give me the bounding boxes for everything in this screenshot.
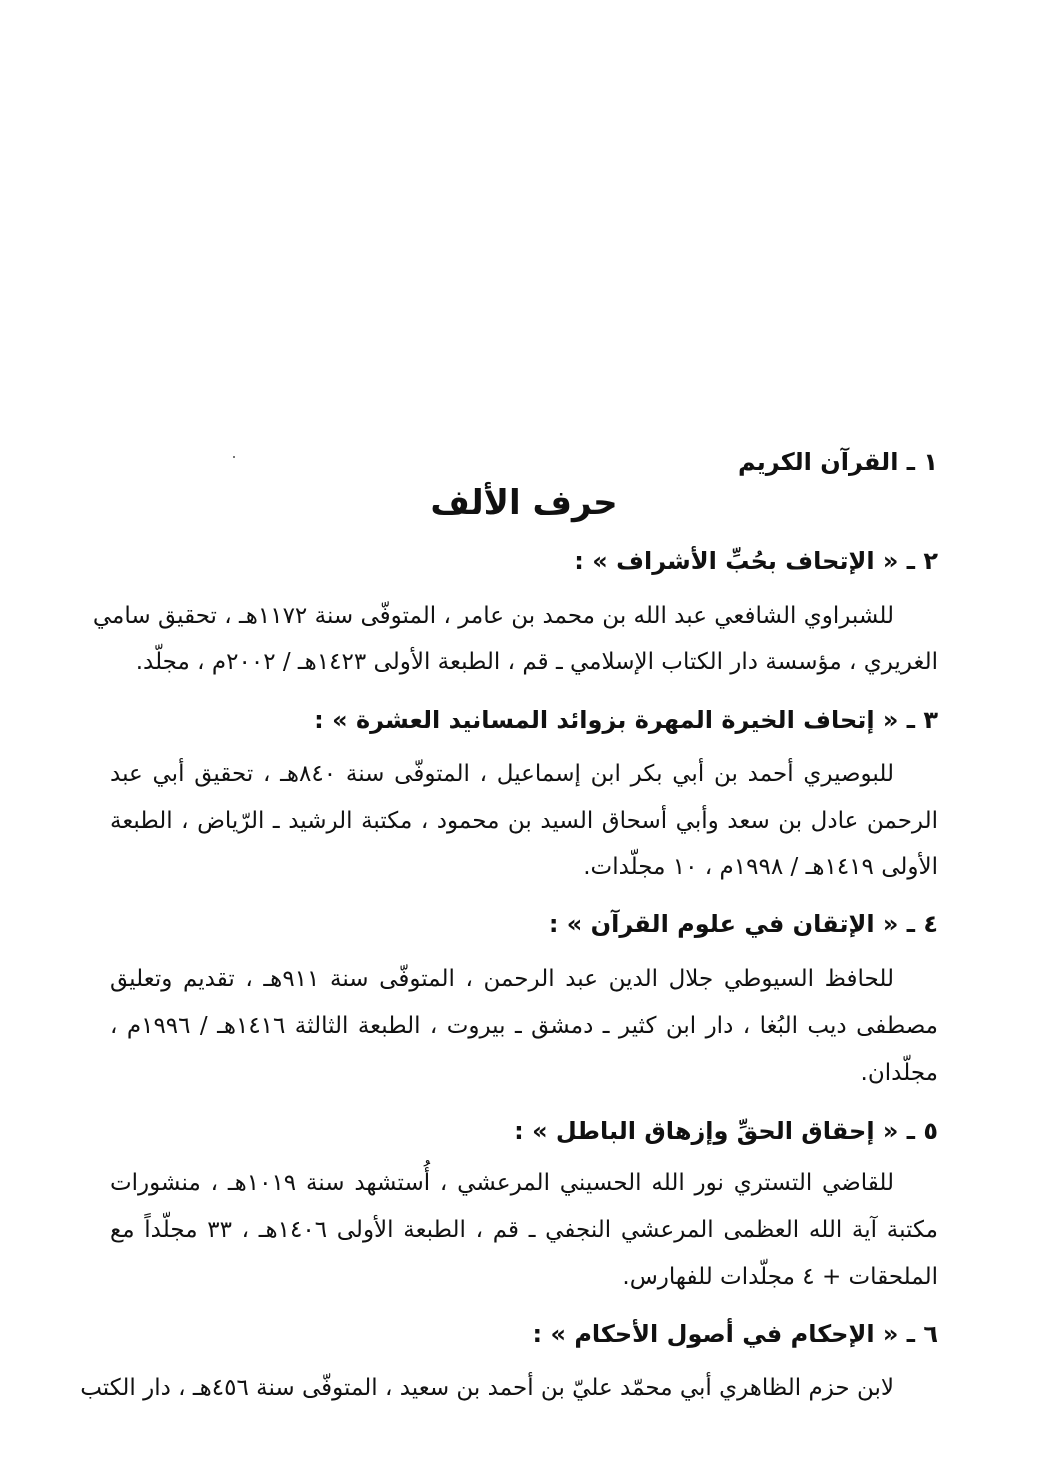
entry-6-line-1: لابن حزم الظاهري أبي محمّد عليّ بن أحمد بن سعيد ، المتوفّى سنة ٤٥٦هـ ، دار الكتب xyxy=(80,1375,894,1401)
entry-3-line-3: الأولى ١٤١٩هـ / ١٩٩٨م ، ١٠ مجلّدات. xyxy=(583,854,938,880)
entry-4-line-3: مجلّدان. xyxy=(860,1060,938,1086)
entry-3-line-2: الرحمن عادل بن سعد وأبي أسحاق السيد بن محمود ، مكتبة الرشيد ـ الرّياض ، الطبعة xyxy=(110,808,938,834)
entry-2-line-1: للشبراوي الشافعي عبد الله بن محمد بن عامر ، المتوفّى سنة ١١٧٢هـ ، تحقيق سامي xyxy=(92,603,894,629)
entry-5-line-3: الملحقات + ٤ مجلّدات للفهارس. xyxy=(622,1264,938,1290)
entry-2-heading: ٢ ـ « الإتحاف بحُبِّ الأشراف » : xyxy=(574,547,938,575)
section-title: حرف الألف xyxy=(430,483,618,523)
entry-4-line-2: مصطفى ديب البُغا ، دار ابن كثير ـ دمشق ـ بيروت ، الطبعة الثالثة ١٤١٦هـ / ١٩٩٦م ، xyxy=(110,1013,939,1039)
entry-6-heading: ٦ ـ « الإحكام في أصول الأحكام » : xyxy=(532,1320,938,1348)
bibliography-page xyxy=(80,0,939,1458)
entry-2-line-2: الغريري ، مؤسسة دار الكتاب الإسلامي ـ قم ، الطبعة الأولى ١٤٢٣هـ / ٢٠٠٢م ، مجلّد. xyxy=(135,649,938,675)
entry-1-heading: ١ ـ القرآن الكريم xyxy=(737,448,938,476)
entry-3-heading: ٣ ـ « إتحاف الخيرة المهرة بزوائد المسانيد العشرة » : xyxy=(314,706,938,734)
entry-4-line-1: للحافظ السيوطي جلال الدين عبد الرحمن ، المتوفّى سنة ٩١١هـ ، تقديم وتعليق xyxy=(110,966,894,992)
entry-5-line-2: مكتبة آية الله العظمى المرعشي النجفي ـ قم ، الطبعة الأولى ١٤٠٦هـ ، ٣٣ مجلّداً مع xyxy=(110,1217,938,1243)
entry-4-heading: ٤ ـ « الإتقان في علوم القرآن » : xyxy=(548,910,938,938)
entry-5-line-1: للقاضي التستري نور الله الحسيني المرعشي ، أُستشهد سنة ١٠١٩هـ ، منشورات xyxy=(110,1170,895,1196)
entry-5-heading: ٥ ـ « إحقاق الحقِّ وإزهاق الباطل » : xyxy=(514,1117,938,1145)
entry-3-line-1: للبوصيري أحمد بن أبي بكر ابن إسماعيل ، المتوفّى سنة ٨٤٠هـ ، تحقيق أبي عبد xyxy=(110,761,894,787)
